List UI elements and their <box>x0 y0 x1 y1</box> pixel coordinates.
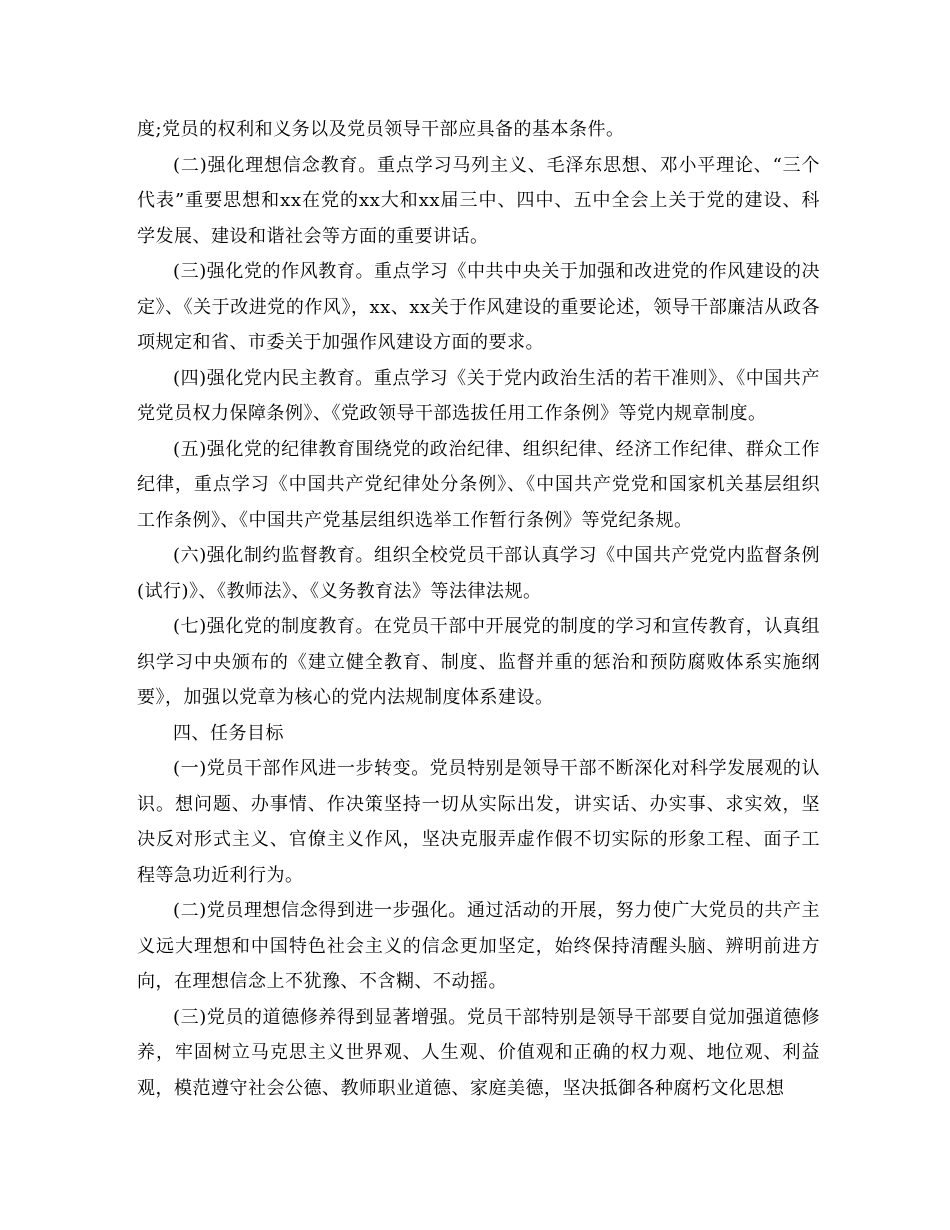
paragraph-belief-strengthened: (二)党员理想信念得到进一步强化。通过活动的开展，努力使广大党员的共产主义远大理想和中国特色社会主义的信念更加坚定，始终保持清醒头脑、辨明前进方向，在理想信念上不犹豫、不含糊、不动摇。 <box>137 900 820 992</box>
section-heading-task-goals: 四、任务目标 <box>173 722 284 744</box>
paragraph-system-education: (七)强化党的制度教育。在党员干部中开展党的制度的学习和宣传教育，认真组织学习中央颁布的《建立健全教育、制度、监督并重的惩治和预防腐败体系实施纲要》，加强以党章为核心的党内法规制度体系建设。 <box>137 616 820 708</box>
paragraph-ideal-belief-education: (二)强化理想信念教育。重点学习马列主义、毛泽东思想、邓小平理论、“三个代表”重要思想和xx在党的xx大和xx届三中、四中、五中全会上关于党的建设、科学发展、建设和谐社会等方面的重要讲话。 <box>137 154 820 247</box>
paragraph-supervision-education: (六)强化制约监督教育。组织全校党员干部认真学习《中国共产党党内监督条例(试行)》、《教师法》、《义务教育法》等法律法规。 <box>137 545 820 602</box>
paragraph-inner-party-democracy: (四)强化党内民主教育。重点学习《关于党内政治生活的若干准则》、《中国共产党党员权力保障条例》、《党政领导干部选拔任用工作条例》等党内规章制度。 <box>137 367 820 424</box>
paragraph-style-transformation: (一)党员干部作风进一步转变。党员特别是领导干部不断深化对科学发展观的认识。想问题、办事情、作决策坚持一切从实际出发，讲实话、办实事、求实效，坚决反对形式主义、官僚主义作风，坚决克服弄虚作假不切实际的形象工程、面子工程等急功近利行为。 <box>137 758 820 886</box>
document-body <box>137 112 820 1106</box>
paragraph-discipline-education: (五)强化党的纪律教育围绕党的政治纪律、组织纪律、经济工作纪律、群众工作纪律，重点学习《中国共产党纪律处分条例》、《中国共产党党和国家机关基层组织工作条例》、《中国共产党基层组织选举工作暂行条例》等党纪条规。 <box>137 438 820 531</box>
paragraph-work-style-education: (三)强化党的作风教育。重点学习《中共中央关于加强和改进党的作风建设的决定》、《关于改进党的作风》，xx、xx关于作风建设的重要论述，领导干部廉洁从政各项规定和省、市委关于加强作风建设方面的要求。 <box>137 261 820 353</box>
paragraph-continuation: 度;党员的权利和义务以及党员领导干部应具备的基本条件。 <box>137 119 625 140</box>
paragraph-moral-cultivation: (三)党员的道德修养得到显著增强。党员干部特别是领导干部要自觉加强道德修养，牢固树立马克思主义世界观、人生观、价值观和正确的权力观、地位观、利益观，模范遵守社会公德、教师职业道德、家庭美德，坚决抵御各种腐朽文化思想 <box>137 1006 820 1099</box>
